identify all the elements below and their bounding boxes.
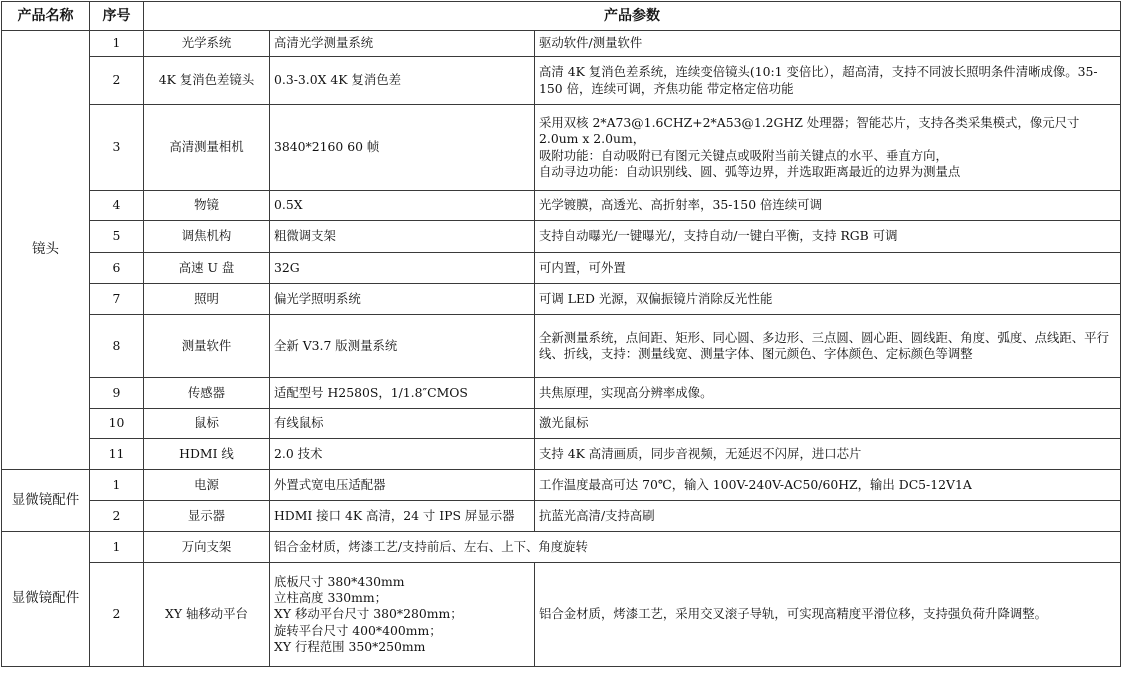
item-spec: 高清光学测量系统 [270,31,535,57]
item-spec: 32G [270,253,535,284]
row-number: 4 [90,191,144,221]
table-row [2,284,1121,315]
item-spec: 0.5X [270,191,535,221]
table-row [2,378,1121,409]
row-number: 2 [90,501,144,532]
item-spec: 全新 V3.7 版测量系统 [270,315,535,378]
table-row [2,470,1121,501]
table-row [2,191,1121,221]
row-number: 10 [90,409,144,439]
item-spec: 粗微调支架 [270,221,535,253]
row-number: 9 [90,378,144,409]
category-cell: 镜头 [2,31,90,470]
item-name: 高速 U 盘 [144,253,270,284]
row-number: 8 [90,315,144,378]
row-number: 6 [90,253,144,284]
item-name: 测量软件 [144,315,270,378]
item-param: 高清 4K 复消色差系统，连续变倍镜头(10:1 变倍比），超高清，支持不同波长照明条件清晰成像。35-150 倍，连续可调，齐焦功能 带定格定倍功能 [535,57,1121,105]
item-param: 激光鼠标 [535,409,1121,439]
table-row [2,105,1121,191]
item-name: 物镜 [144,191,270,221]
header-category: 产品名称 [2,2,90,31]
row-number: 1 [90,31,144,57]
item-spec: 2.0 技术 [270,439,535,470]
row-number: 5 [90,221,144,253]
item-param: 全新测量系统，点间距、矩形、同心圆、多边形、三点圆、圆心距、圆线距、角度、弧度、点线距、平行线、折线，支持：测量线宽、测量字体、图元颜色、字体颜色、定标颜色等调整 [535,315,1121,378]
table-row [2,532,1121,563]
item-param: 工作温度最高可达 70℃，输入 100V-240V-AC50/60HZ，输出 DC5-12V1A [535,470,1121,501]
item-name: 鼠标 [144,409,270,439]
row-number: 3 [90,105,144,191]
header-index: 序号 [90,2,144,31]
item-param: 驱动软件/测量软件 [535,31,1121,57]
item-name: HDMI 线 [144,439,270,470]
row-number: 1 [90,532,144,563]
table-row [2,221,1121,253]
item-spec: 外置式宽电压适配器 [270,470,535,501]
spec-table [1,1,1121,667]
item-spec: 适配型号 H2580S，1/1.8″CMOS [270,378,535,409]
item-param: 共焦原理，实现高分辨率成像。 [535,378,1121,409]
item-spec: HDMI 接口 4K 高清，24 寸 IPS 屏显示器 [270,501,535,532]
row-number: 2 [90,57,144,105]
table-row [2,409,1121,439]
item-name: 万向支架 [144,532,270,563]
item-name: XY 轴移动平台 [144,563,270,667]
item-spec: 3840*2160 60 帧 [270,105,535,191]
item-param: 光学镀膜，高透光、高折射率，35-150 倍连续可调 [535,191,1121,221]
item-spec: 有线鼠标 [270,409,535,439]
table-row [2,31,1121,57]
item-name: 照明 [144,284,270,315]
table-row [2,439,1121,470]
table-row [2,501,1121,532]
item-spec: 底板尺寸 380*430mm 立柱高度 330mm； XY 移动平台尺寸 380*280mm； 旋转平台尺寸 400*400mm； XY 行程范围 350*250mm [270,563,535,667]
item-name: 调焦机构 [144,221,270,253]
table-row [2,253,1121,284]
item-param: 可内置，可外置 [535,253,1121,284]
item-name: 电源 [144,470,270,501]
item-param: 支持自动曝光/一键曝光/，支持自动/一键白平衡，支持 RGB 可调 [535,221,1121,253]
item-spec: 铝合金材质，烤漆工艺/支持前后、左右、上下、角度旋转 [270,532,1121,563]
category-cell: 显微镜配件 [2,470,90,532]
row-number: 11 [90,439,144,470]
item-name: 显示器 [144,501,270,532]
item-param: 支持 4K 高清画质，同步音视频，无延迟不闪屏，进口芯片 [535,439,1121,470]
category-cell: 显微镜配件 [2,532,90,667]
item-param: 铝合金材质，烤漆工艺，采用交叉滚子导轨，可实现高精度平滑位移，支持强负荷升降调整。 [535,563,1121,667]
table-row [2,57,1121,105]
table-row [2,315,1121,378]
item-name: 传感器 [144,378,270,409]
item-spec: 0.3-3.0X 4K 复消色差 [270,57,535,105]
item-name: 4K 复消色差镜头 [144,57,270,105]
item-param: 采用双核 2*A73@1.6CHZ+2*A53@1.2GHZ 处理器；智能芯片，支持各类采集模式，像元尺寸 2.0um x 2.0um， 吸附功能：自动吸附已有图元关键点或吸附当前关键点的水平、垂直方向， 自动寻边功能：自动识别线、圆、弧等边界，并选取距离最近的边界为测量点 [535,105,1121,191]
item-spec: 偏光学照明系统 [270,284,535,315]
row-number: 7 [90,284,144,315]
item-param: 抗蓝光高清/支持高刷 [535,501,1121,532]
row-number: 1 [90,470,144,501]
header-params: 产品参数 [144,2,1121,31]
table-row [2,563,1121,667]
item-name: 高清测量相机 [144,105,270,191]
item-param: 可调 LED 光源，双偏振镜片消除反光性能 [535,284,1121,315]
header-row [2,2,1121,31]
item-name: 光学系统 [144,31,270,57]
row-number: 2 [90,563,144,667]
